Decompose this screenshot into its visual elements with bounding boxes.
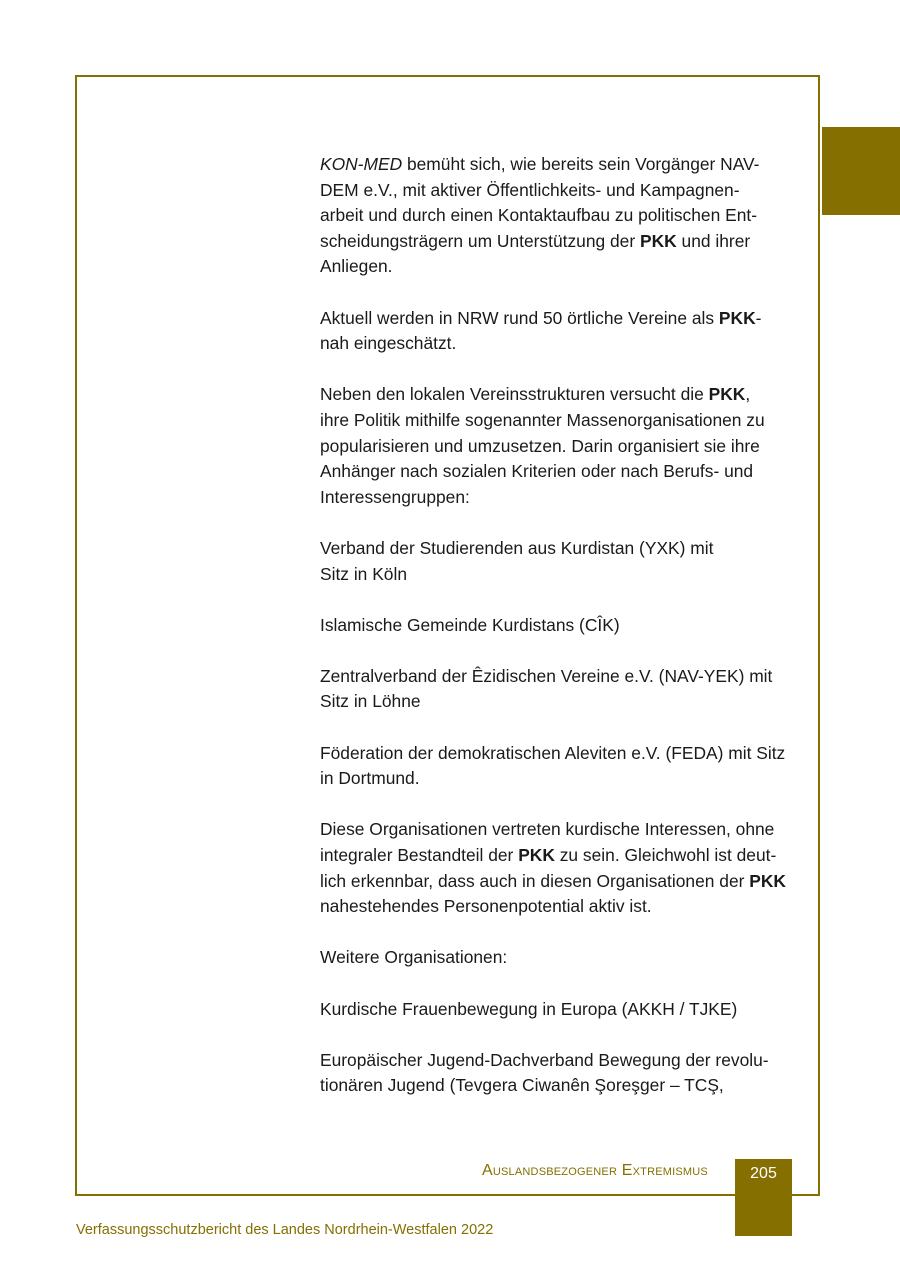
text-line: tionären Jugend (Tevgera Ciwanên Şoreşger – TCŞ, xyxy=(320,1075,724,1096)
chapter-tab-marker xyxy=(822,127,900,215)
text-line: Sitz in Köln xyxy=(320,563,407,584)
list-item-tcs xyxy=(320,1048,796,1099)
text-line: Anliegen. xyxy=(320,256,393,277)
text-line: integraler Bestandteil der xyxy=(320,845,519,866)
text-line: zu sein. Gleichwohl ist deut- xyxy=(554,845,777,866)
text-bold: PKK xyxy=(718,307,756,328)
text-line: Föderation der demokratischen Aleviten e.V. (FEDA) mit Sitz xyxy=(320,742,786,763)
main-text xyxy=(320,152,796,1125)
text-line: ihre Politik mithilfe sogenannter Massenorganisationen zu xyxy=(320,409,765,430)
text-line: Europäischer Jugend-Dachverband Bewegung der revolu- xyxy=(320,1049,769,1070)
text-line: Sitz in Löhne xyxy=(320,691,421,712)
text-line: Interessengruppen: xyxy=(320,486,470,507)
paragraph-kon-med xyxy=(320,152,796,280)
text-line: Weitere Organisationen: xyxy=(320,947,508,968)
text-line: Aktuell werden in NRW rund 50 örtliche Vereine als xyxy=(320,307,719,328)
paragraph-weitere xyxy=(320,945,796,971)
text-italic: KON-MED xyxy=(320,154,403,174)
text-line: arbeit und durch einen Kontaktaufbau zu politischen Ent- xyxy=(320,205,757,226)
text-line: Verband der Studierenden aus Kurdistan (YXK) mit xyxy=(320,537,714,558)
paragraph-massenorganisationen xyxy=(320,382,796,510)
list-item-yxk xyxy=(320,536,796,587)
text-line: bemüht sich, wie bereits sein Vorgänger NAV- xyxy=(402,154,760,174)
text-line: scheidungsträgern um Unterstützung der xyxy=(320,230,640,251)
list-item-cik xyxy=(320,613,796,639)
section-label: Auslandsbezogener Extremismus xyxy=(482,1162,708,1179)
text-line: Anhänger nach sozialen Kriterien oder nach Berufs- und xyxy=(320,461,754,482)
text-line: Diese Organisationen vertreten kurdische Interessen, ohne xyxy=(320,819,775,840)
text-line: und ihrer xyxy=(676,230,751,251)
paragraph-interessen xyxy=(320,817,796,919)
footer-report-title: Verfassungsschutzbericht des Landes Nordrhein-Westfalen 2022 xyxy=(76,1222,494,1238)
list-item-akkh xyxy=(320,997,796,1023)
text-line: Kurdische Frauenbewegung in Europa (AKKH / TJKE) xyxy=(320,998,738,1019)
list-item-nav-yek xyxy=(320,664,796,715)
text-line: lich erkennbar, dass auch in diesen Organisationen der xyxy=(320,870,750,891)
text-line: DEM e.V., mit aktiver Öffentlichkeits- und Kampagnen- xyxy=(320,179,740,200)
text-bold: PKK xyxy=(518,845,555,866)
text-line: popularisieren und umzusetzen. Darin organisiert sie ihre xyxy=(320,435,760,456)
list-item-feda xyxy=(320,741,796,792)
paragraph-nrw-vereine xyxy=(320,306,796,357)
text-bold: PKK xyxy=(708,384,746,405)
text-line: Neben den lokalen Vereinsstrukturen versucht die xyxy=(320,384,709,405)
text-line: in Dortmund. xyxy=(320,768,420,789)
text-line: Zentralverband der Êzidischen Vereine e.V. (NAV-YEK) mit xyxy=(320,665,773,686)
page-number: 205 xyxy=(750,1165,777,1182)
text-bold: PKK xyxy=(639,230,677,251)
text-line: Islamische Gemeinde Kurdistans (CÎK) xyxy=(320,614,620,635)
text-line: - xyxy=(755,307,762,328)
text-bold: PKK xyxy=(749,870,786,891)
text-line: , xyxy=(745,384,751,405)
text-line: nahestehendes Personenpotential aktiv ist. xyxy=(320,896,652,917)
text-line: nah eingeschätzt. xyxy=(320,333,457,354)
